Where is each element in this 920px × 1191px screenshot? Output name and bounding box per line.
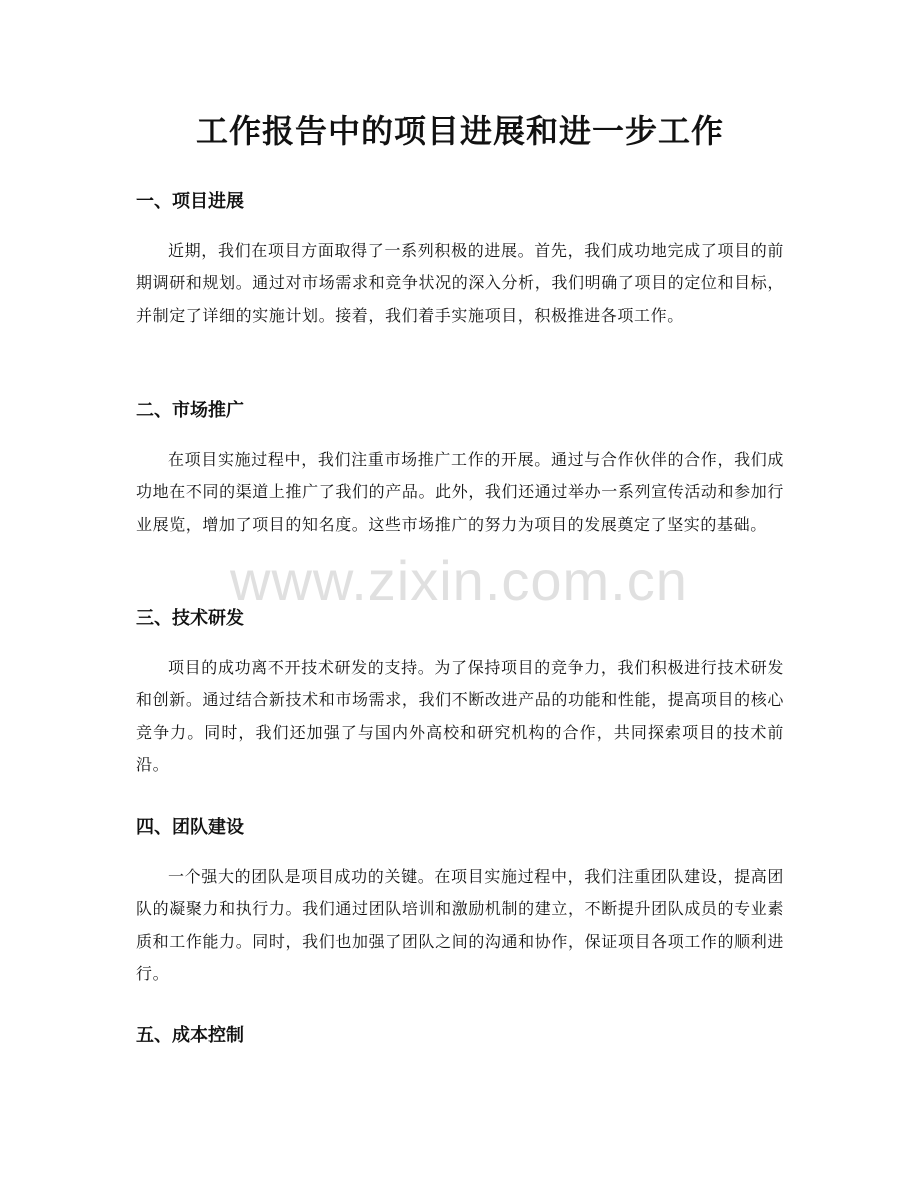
section-heading-1: 一、项目进展	[136, 191, 244, 212]
section-body-4: 一个强大的团队是项目成功的关键。在项目实施过程中，我们注重团队建设，提高团队的凝聚力和执行力。我们通过团队培训和激励机制的建立，不断提升团队成员的专业素质和工作能力。同时，我们也加强了团队之间的沟通和协作，保证项目各项工作的顺利进行。	[136, 867, 784, 983]
section-heading-2: 二、市场推广	[136, 400, 244, 421]
section-heading-4: 四、团队建设	[136, 817, 244, 838]
section-body-2: 在项目实施过程中，我们注重市场推广工作的开展。通过与合作伙伴的合作，我们成功地在不同的渠道上推广了我们的产品。此外，我们还通过举办一系列宣传活动和参加行业展览，增加了项目的知名度。这些市场推广的努力为项目的发展奠定了坚实的基础。	[136, 450, 784, 534]
document-title: 工作报告中的项目进展和进一步工作	[195, 112, 724, 150]
section-body-1: 近期，我们在项目方面取得了一系列积极的进展。首先，我们成功地完成了项目的前期调研和规划。通过对市场需求和竞争状况的深入分析，我们明确了项目的定位和目标，并制定了详细的实施计划。接着，我们着手实施项目，积极推进各项工作。	[136, 241, 784, 325]
section-body-3: 项目的成功离不开技术研发的支持。为了保持项目的竞争力，我们积极进行技术研发和创新。通过结合新技术和市场需求，我们不断改进产品的功能和性能，提高项目的核心竞争力。同时，我们还加强了与国内外高校和研究机构的合作，共同探索项目的技术前沿。	[136, 658, 784, 774]
section-heading-5: 五、成本控制	[136, 1025, 244, 1046]
section-heading-3: 三、技术研发	[136, 608, 244, 629]
watermark-text: www.zixin.com.cn	[230, 549, 688, 612]
